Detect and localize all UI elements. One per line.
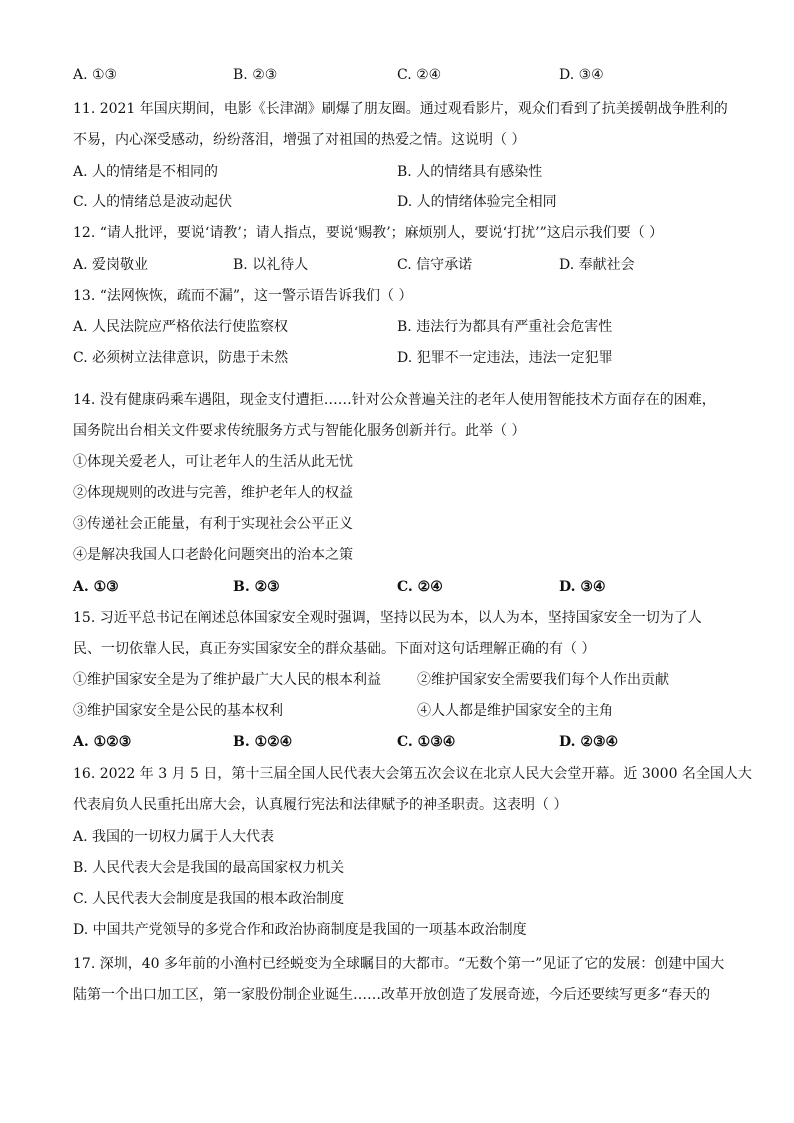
q16-stem-line-1: 16. 2022 年 3 月 5 日，第十三届全国人民代表大会第五次会议在北京人民大会堂开幕。近 3000 名全国人大 bbox=[73, 766, 752, 782]
q11-option-d: D. 人的情绪体验完全相同 bbox=[397, 194, 557, 210]
q15-item-3: ③维护国家安全是公民的基本权利 bbox=[73, 703, 283, 719]
q11-stem-line-2: 不易，内心深受感动，纷纷落泪，增强了对祖国的热爱之情。这说明（ ） bbox=[73, 132, 526, 148]
q12-option-a: A. 爱岗敬业 bbox=[73, 257, 149, 273]
q14-option-c: C. ②④ bbox=[397, 579, 443, 595]
q12-option-b: B. 以礼待人 bbox=[233, 257, 309, 273]
q15-stem-line-2: 民、一切依靠人民，真正夯实国家安全的群众基础。下面对这句话理解正确的有（ ） bbox=[73, 641, 596, 657]
q14-option-d: D. ③④ bbox=[559, 579, 606, 595]
q12-option-c: C. 信守承诺 bbox=[397, 257, 473, 273]
q15-item-2: ②维护国家安全需要我们每个人作出贡献 bbox=[417, 672, 669, 688]
q10-option-b: B. ②③ bbox=[233, 67, 278, 83]
q13-option-b: B. 违法行为都具有严重社会危害性 bbox=[397, 319, 613, 335]
q14-stem-line-2: 国务院出台相关文件要求传统服务方式与智能化服务创新并行。此举（ ） bbox=[73, 423, 526, 439]
q13-option-a: A. 人民法院应严格依法行使监察权 bbox=[73, 319, 289, 335]
q14-item-2: ②体现规则的改进与完善，维护老年人的权益 bbox=[73, 485, 353, 501]
q16-option-c: C. 人民代表大会制度是我国的根本政治制度 bbox=[73, 891, 345, 907]
q10-option-a: A. ①③ bbox=[73, 67, 118, 83]
q16-option-d: D. 中国共产党领导的多党合作和政治协商制度是我国的一项基本政治制度 bbox=[73, 922, 527, 938]
q12-stem: 12. “请人批评，要说‘请教’；请人指点，要说‘赐教’；麻烦别人，要说‘打扰’”这启示我们要（ ） bbox=[73, 225, 664, 241]
q14-stem-line-1: 14. 没有健康码乘车遇阻，现金支付遭拒……针对公众普遍关注的老年人使用智能技术方面存在的困难， bbox=[73, 392, 716, 408]
q15-option-c: C. ①③④ bbox=[397, 734, 456, 750]
q11-option-c: C. 人的情绪总是波动起伏 bbox=[73, 194, 233, 210]
q10-option-d: D. ③④ bbox=[559, 67, 604, 83]
q11-option-a: A. 人的情绪是不相同的 bbox=[73, 164, 219, 180]
q15-option-b: B. ①②④ bbox=[233, 734, 293, 750]
q17-stem-line-2: 陆第一个出口加工区，第一家股份制企业诞生……改革开放创造了发展奇迹，今后还要续写更多“春天的 bbox=[73, 987, 711, 1003]
q14-item-4: ④是解决我国人口老龄化问题突出的治本之策 bbox=[73, 547, 353, 563]
q16-option-a: A. 我国的一切权力属于人大代表 bbox=[73, 829, 275, 845]
q10-option-c: C. ②④ bbox=[397, 67, 442, 83]
q15-item-1: ①维护国家安全是为了维护最广大人民的根本利益 bbox=[73, 672, 381, 688]
q12-option-d: D. 奉献社会 bbox=[559, 257, 635, 273]
q15-item-4: ④人人都是维护国家安全的主角 bbox=[417, 703, 613, 719]
q15-option-a: A. ①②③ bbox=[73, 734, 132, 750]
q13-stem: 13. “法网恢恢，疏而不漏”，这一警示语告诉我们（ ） bbox=[73, 288, 413, 304]
q14-item-3: ③传递社会正能量，有利于实现社会公平正义 bbox=[73, 516, 353, 532]
q16-option-b: B. 人民代表大会是我国的最高国家权力机关 bbox=[73, 860, 345, 876]
q13-option-c: C. 必须树立法律意识，防患于未然 bbox=[73, 350, 289, 366]
q11-stem-line-1: 11. 2021 年国庆期间，电影《长津湖》刷爆了朋友圈。通过观看影片，观众们看到了抗美援朝战争胜利的 bbox=[73, 101, 728, 117]
q14-item-1: ①体现关爱老人，可让老年人的生活从此无忧 bbox=[73, 454, 353, 470]
q11-option-b: B. 人的情绪具有感染性 bbox=[397, 164, 543, 180]
q14-option-a: A. ①③ bbox=[73, 579, 119, 595]
q16-stem-line-2: 代表肩负人民重托出席大会，认真履行宪法和法律赋予的神圣职责。这表明（ ） bbox=[73, 797, 568, 813]
q13-option-d: D. 犯罪不一定违法，违法一定犯罪 bbox=[397, 350, 613, 366]
q15-stem-line-1: 15. 习近平总书记在阐述总体国家安全观时强调，坚持以民为本，以人为本，坚持国家安全一切为了人 bbox=[73, 610, 702, 626]
q15-option-d: D. ②③④ bbox=[559, 734, 619, 750]
q17-stem-line-1: 17. 深圳，40 多年前的小渔村已经蜕变为全球瞩目的大都市。“无数个第一”见证了它的发展：创建中国大 bbox=[73, 956, 725, 972]
q14-option-b: B. ②③ bbox=[233, 579, 280, 595]
